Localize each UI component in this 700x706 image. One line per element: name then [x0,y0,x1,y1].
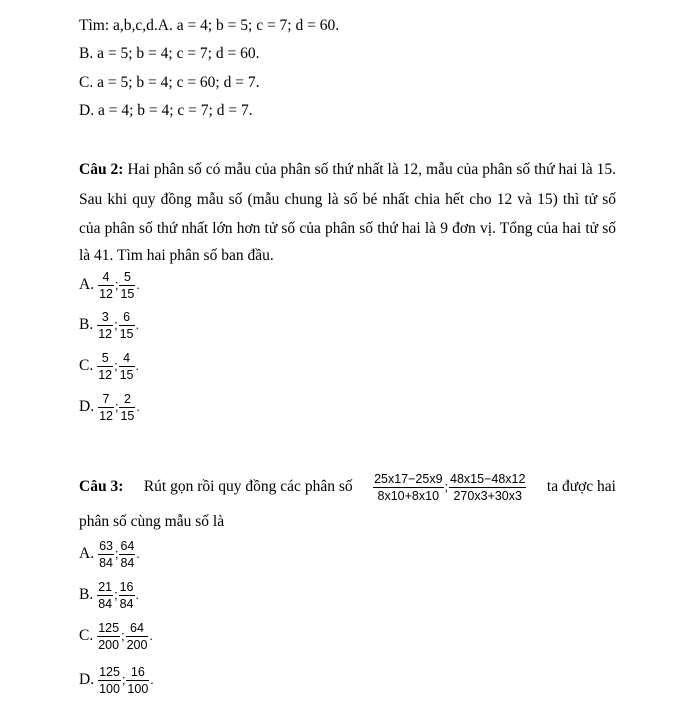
fraction: $\frac{7}{12}$ [99,391,113,423]
option-label: C. [79,357,94,374]
q2-text-1: Hai phân số có mẫu của phân số thứ nhất là 12, mẫu của phân số thứ hai là 15. [127,161,617,178]
q3-option-b: B. $\frac{21}{84}$ ; $\frac{16}{84}$ . [79,579,139,611]
q2-option-b: B. $\frac{3}{12}$ ; $\frac{6}{15}$ . [79,309,139,341]
fraction: $\frac{5}{12}$ [98,350,113,382]
q2-option-a: A. $\frac{4}{12}$ ; $\frac{5}{15}$ . [79,269,140,301]
fraction: $\frac{6}{15}$ [119,309,134,341]
q2-label: Câu 2: [79,161,124,178]
fraction: $\frac{125}{100}$ [99,664,120,696]
fraction: $\frac{64}{200}$ [126,620,148,652]
fraction: $\frac{125}{200}$ [98,620,120,652]
q3-text-before: Rút gọn rồi quy đồng các phân số [143,478,353,495]
q2-line-4: là 41. Tìm hai phân số ban đầu. [79,247,274,264]
q3-label: Câu 3: [79,478,124,495]
fraction: $\frac{16}{100}$ [127,664,149,696]
fraction: $\frac{4}{15}$ [119,350,134,382]
q3-line-2: phân số cùng mẫu số là [79,513,225,530]
q2-option-d: D. $\frac{7}{12}$ ; $\frac{2}{15}$ . [79,391,140,423]
q1-option-c: C. a = 5; b = 4; c = 60; d = 7. [79,74,260,91]
q1-intro: Tìm: a,b,c,d.A. a = 4; b = 5; c = 7; d = 60. [79,17,340,34]
q3-lead [79,478,123,496]
q3-option-c: C. $\frac{125}{200}$ ; $\frac{64}{200}$ . [79,620,153,652]
q2-option-c: C. $\frac{5}{12}$ ; $\frac{4}{15}$ . [79,350,139,382]
option-label: C. [79,627,94,644]
option-label: A. [79,545,95,562]
fraction: $\frac{5}{15}$ [120,269,135,301]
fraction: $\frac{21}{84}$ [98,579,113,611]
q2-line-2: Sau khi quy đồng mẫu số (mẫu chung là số bé nhất chia hết cho 12 và 15) thì tử số [79,191,616,208]
option-label: D. [79,398,95,415]
q3-text-after: ta được hai [546,478,616,495]
fraction: $\frac{3}{12}$ [98,309,113,341]
option-label: B. [79,586,94,603]
expression-fraction: $\frac{48x15-48x12}{270x3+30x3}$ [450,471,526,503]
fraction: $\frac{16}{84}$ [119,579,134,611]
q1-option-d: D. a = 4; b = 4; c = 7; d = 7. [79,102,253,119]
fraction: $\frac{2}{15}$ [120,391,135,423]
q3-option-a: A. $\frac{63}{84}$ ; $\frac{64}{84}$ . [79,538,140,570]
fraction: $\frac{63}{84}$ [99,538,113,570]
option-label: B. [79,316,94,333]
option-label: A. [79,276,95,293]
q3-line-1 [79,467,616,507]
q2-line-3: của phân số thứ nhất lớn hơn tử số của phân số thứ hai là 9 đơn vị. Tổng của hai tử số [79,220,616,237]
fraction: $\frac{64}{84}$ [120,538,135,570]
option-label: D. [79,671,95,688]
expression-fraction: $\frac{25x17-25x9}{8x10+8x10}$ [374,471,443,503]
fraction: $\frac{4}{12}$ [99,269,113,301]
q3-expressions: $\frac{25x17-25x9}{8x10+8x10}$ ; $\frac{48x15-48x12}{270x3+30x3}$ [374,471,526,503]
q2-line-1 [79,160,616,180]
q3-option-d: D. $\frac{125}{100}$ ; $\frac{16}{100}$ . [79,664,154,696]
q1-option-b: B. a = 5; b = 4; c = 7; d = 60. [79,45,260,62]
